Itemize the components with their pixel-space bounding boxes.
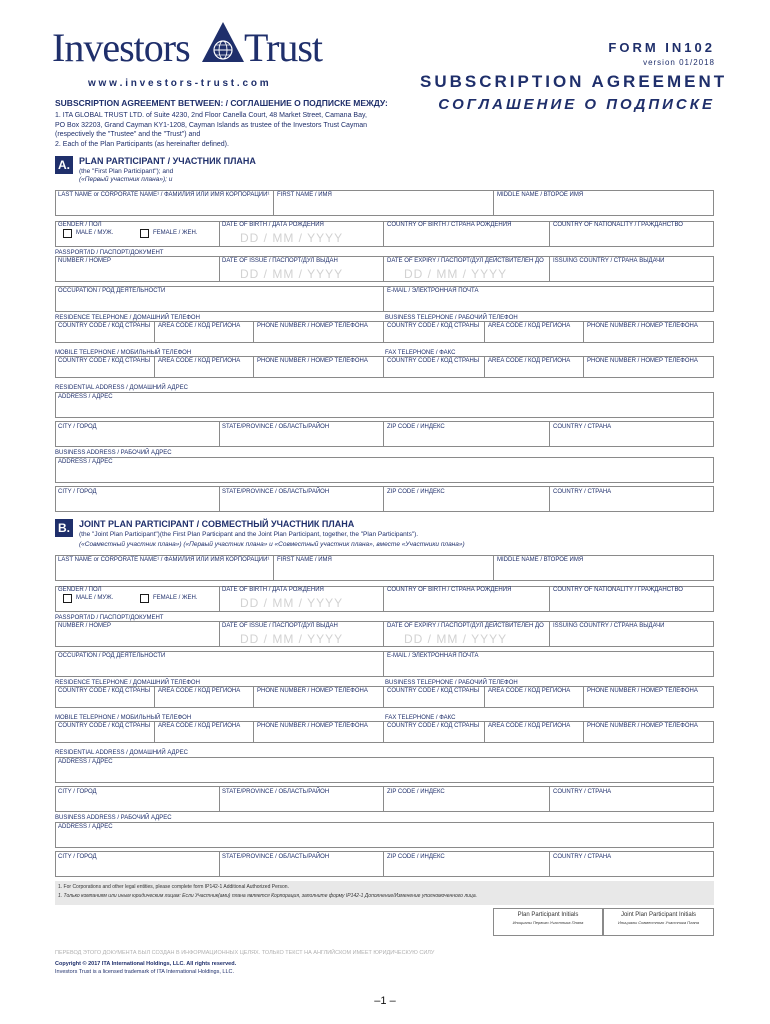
dob-label: DATE OF BIRTH / ДАТА РОЖДЕНИЯ bbox=[222, 587, 324, 593]
business-address-heading: BUSINESS ADDRESS / РАБОЧИЙ АДРЕС bbox=[55, 815, 172, 821]
country-code-label: COUNTRY CODE / КОД СТРАНЫ bbox=[387, 323, 480, 329]
passport-number-label: NUMBER / НОМЕР bbox=[58, 258, 112, 264]
city-label: CITY / ГОРОД bbox=[58, 424, 97, 430]
dob-label: DATE OF BIRTH / ДАТА РОЖДЕНИЯ bbox=[222, 222, 324, 228]
field-divider bbox=[219, 786, 220, 812]
fax-heading: FAX TELEPHONE / ФАКС bbox=[385, 350, 456, 356]
dob-placeholder: DD / MM / YYYY bbox=[240, 596, 344, 610]
phone-number-label: PHONE NUMBER / НОМЕР ТЕЛЕФОНА bbox=[587, 358, 698, 364]
field-divider bbox=[383, 786, 384, 812]
logo-text-right: Trust bbox=[244, 25, 323, 70]
field-divider bbox=[219, 221, 220, 247]
field-divider bbox=[383, 586, 384, 612]
country-label: COUNTRY / СТРАНА bbox=[553, 789, 612, 795]
country-code-label: COUNTRY CODE / КОД СТРАНЫ bbox=[58, 358, 151, 364]
zip-label: ZIP CODE / ИНДЕКС bbox=[387, 489, 445, 495]
globe-triangle-icon bbox=[200, 20, 246, 64]
field-divider bbox=[383, 421, 384, 447]
field-divider bbox=[583, 721, 584, 743]
field-divider bbox=[549, 256, 550, 282]
form-number: FORM IN102 bbox=[608, 40, 715, 55]
field-divider bbox=[219, 586, 220, 612]
mobile-phone-heading: MOBILE TELEPHONE / МОБИЛЬНЫЙ ТЕЛЕФОН bbox=[55, 715, 192, 721]
trademark: Investors Trust is a licensed trademark of ITA International Holdings, LLC. bbox=[55, 969, 235, 975]
field-divider bbox=[253, 686, 254, 708]
area-code-label: AREA CODE / КОД РЕГИОНА bbox=[158, 358, 241, 364]
field-divider bbox=[383, 286, 384, 312]
joint-participant-initials-box[interactable] bbox=[603, 908, 714, 936]
occupation-label: OCCUPATION / РОД ДЕЯТЕЛЬНОСТИ bbox=[58, 288, 166, 294]
address-label: ADDRESS / АДРЕС bbox=[58, 824, 113, 830]
male-label: MALE / МУЖ. bbox=[76, 595, 114, 601]
footnote-en: 1. For Corporations and other legal entities, please complete form IP142-1 Additional Authorized Person. bbox=[58, 884, 289, 890]
field-divider bbox=[383, 256, 384, 282]
field-divider bbox=[219, 486, 220, 512]
field-divider bbox=[154, 321, 155, 343]
field-divider bbox=[383, 721, 384, 743]
field-divider bbox=[383, 621, 384, 647]
field-divider bbox=[219, 621, 220, 647]
residential-address-heading: RESIDENTIAL ADDRESS / ДОМАШНИЙ АДРЕС bbox=[55, 750, 188, 756]
phone-number-label: PHONE NUMBER / НОМЕР ТЕЛЕФОНА bbox=[587, 688, 698, 694]
residential-address-box[interactable] bbox=[55, 392, 714, 418]
field-divider bbox=[383, 321, 384, 343]
business-address-box[interactable] bbox=[55, 457, 714, 483]
area-code-label: AREA CODE / КОД РЕГИОНА bbox=[158, 688, 241, 694]
occupation-label: OCCUPATION / РОД ДЕЯТЕЛЬНОСТИ bbox=[58, 653, 166, 659]
business-phone-heading: BUSINESS TELEPHONE / РАБОЧИЙ ТЕЛЕФОН bbox=[385, 315, 518, 321]
country-label: COUNTRY / СТРАНА bbox=[553, 854, 612, 860]
section-b-sub-ru: («Совместный участник плана») («Первый участник плана» и «Совместный участник плана», вместе «Участники плана») bbox=[79, 541, 465, 548]
field-divider bbox=[219, 421, 220, 447]
field-divider bbox=[549, 621, 550, 647]
residence-phone-heading: RESIDENCE TELEPHONE / ДОМАШНИЙ ТЕЛЕФОН bbox=[55, 315, 200, 321]
passport-heading: PASSPORT/ID / ПАСПОРТ/ДОКУМЕНТ bbox=[55, 250, 164, 256]
address-label: ADDRESS / АДРЕС bbox=[58, 459, 113, 465]
intro-line: (respectively the "Trustee" and the "Trust") and bbox=[55, 131, 201, 139]
last-name-label: LAST NAME or CORPORATE NAME¹ / ФАМИЛИЯ ИЛИ ИМЯ КОРПОРАЦИИ¹ bbox=[58, 557, 270, 563]
first-name-label: FIRST NAME / ИМЯ bbox=[277, 192, 332, 198]
city-label: CITY / ГОРОД bbox=[58, 789, 97, 795]
field-divider bbox=[383, 356, 384, 378]
field-divider bbox=[484, 686, 485, 708]
logo-text-left: Investors bbox=[52, 25, 190, 70]
country-code-label: COUNTRY CODE / КОД СТРАНЫ bbox=[58, 688, 151, 694]
area-code-label: AREA CODE / КОД РЕГИОНА bbox=[488, 688, 571, 694]
state-label: STATE/PROVINCE / ОБЛАСТЬ/РАЙОН bbox=[222, 789, 330, 795]
field-divider bbox=[549, 786, 550, 812]
gender-label: GENDER / ПОЛ bbox=[58, 222, 102, 228]
field-divider bbox=[549, 486, 550, 512]
residential-city-row-box[interactable] bbox=[55, 421, 714, 447]
male-checkbox[interactable] bbox=[63, 229, 72, 238]
intro-block bbox=[55, 111, 367, 149]
phone-number-label: PHONE NUMBER / НОМЕР ТЕЛЕФОНА bbox=[257, 358, 368, 364]
field-divider bbox=[484, 321, 485, 343]
phone-number-label: PHONE NUMBER / НОМЕР ТЕЛЕФОНА bbox=[257, 323, 368, 329]
issue-date-placeholder: DD / MM / YYYY bbox=[240, 267, 344, 281]
logo bbox=[52, 18, 342, 78]
section-a-title: PLAN PARTICIPANT / УЧАСТНИК ПЛАНА bbox=[79, 156, 256, 166]
field-divider bbox=[383, 851, 384, 877]
zip-label: ZIP CODE / ИНДЕКС bbox=[387, 854, 445, 860]
field-divider bbox=[493, 555, 494, 581]
field-divider bbox=[253, 356, 254, 378]
country-of-birth-label: COUNTRY OF BIRTH / СТРАНА РОЖДЕНИЯ bbox=[387, 587, 512, 593]
expiry-date-placeholder: DD / MM / YYYY bbox=[404, 632, 508, 646]
business-phone-heading: BUSINESS TELEPHONE / РАБОЧИЙ ТЕЛЕФОН bbox=[385, 680, 518, 686]
female-checkbox[interactable] bbox=[140, 229, 149, 238]
male-checkbox[interactable] bbox=[63, 594, 72, 603]
residential-address-box[interactable] bbox=[55, 757, 714, 783]
residential-address-heading: RESIDENTIAL ADDRESS / ДОМАШНИЙ АДРЕС bbox=[55, 385, 188, 391]
phone-number-label: PHONE NUMBER / НОМЕР ТЕЛЕФОНА bbox=[257, 723, 368, 729]
business-address-box[interactable] bbox=[55, 822, 714, 848]
website: w w w . i n v e s t o r s - t r u s t . c o m bbox=[88, 78, 269, 89]
title-ru: СОГЛАШЕНИЕ О ПОДПИСКЕ bbox=[438, 96, 715, 113]
first-name-label: FIRST NAME / ИМЯ bbox=[277, 557, 332, 563]
country-code-label: COUNTRY CODE / КОД СТРАНЫ bbox=[58, 323, 151, 329]
intro-heading: SUBSCRIPTION AGREEMENT BETWEEN: / СОГЛАШЕНИЕ О ПОДПИСКЕ МЕЖДУ: bbox=[55, 98, 388, 108]
section-b-sub-en: (the "Joint Plan Participant")(the First Plan Participant and the Joint Plan Participant, together, the "Plan Participants"). bbox=[79, 531, 419, 538]
intro-line: 1. ITA GLOBAL TRUST LTD. of Suite 4230, 2nd Floor Canella Court, 48 Market Street, Camana Bay, bbox=[55, 112, 367, 119]
initials-label-ru: Инициалы Первого Участника Плана bbox=[512, 920, 584, 925]
nationality-label: COUNTRY OF NATIONALITY / ГРАЖДАНСТВО bbox=[553, 587, 683, 593]
zip-label: ZIP CODE / ИНДЕКС bbox=[387, 424, 445, 430]
plan-participant-initials-box[interactable] bbox=[493, 908, 603, 936]
field-divider bbox=[583, 356, 584, 378]
passport-number-label: NUMBER / НОМЕР bbox=[58, 623, 112, 629]
field-divider bbox=[154, 356, 155, 378]
male-label: MALE / МУЖ. bbox=[76, 230, 114, 236]
footnote-ru: 1. Только компаниям или иным юридическим лицам: Если Участник(ами) плана является Корпорация, заполните форму IP142-1 Дополнение/Изменение уполномоченного лица. bbox=[58, 893, 478, 899]
field-divider bbox=[383, 221, 384, 247]
residential-city-row-box[interactable] bbox=[55, 786, 714, 812]
phone-number-label: PHONE NUMBER / НОМЕР ТЕЛЕФОНА bbox=[257, 688, 368, 694]
field-divider bbox=[383, 651, 384, 677]
business-address-heading: BUSINESS ADDRESS / РАБОЧИЙ АДРЕС bbox=[55, 450, 172, 456]
translation-notice: ПЕРЕВОД ЭТОГО ДОКУМЕНТА БЫЛ СОЗДАН В ИНФОРМАЦИОННЫХ ЦЕЛЯХ. ТОЛЬКО ТЕКСТ НА АНГЛИЙСКОМ ИМЕЕТ ЮРИДИЧЕСКУЮ СИЛУ bbox=[55, 950, 435, 956]
state-label: STATE/PROVINCE / ОБЛАСТЬ/РАЙОН bbox=[222, 489, 330, 495]
intro-line: 2. Each of the Plan Participants (as hereinafter defined). bbox=[55, 140, 229, 148]
area-code-label: AREA CODE / КОД РЕГИОНА bbox=[158, 723, 241, 729]
country-of-birth-label: COUNTRY OF BIRTH / СТРАНА РОЖДЕНИЯ bbox=[387, 222, 512, 228]
issuing-country-label: ISSUING COUNTRY / СТРАНА ВЫДАЧИ bbox=[553, 258, 665, 264]
field-divider bbox=[484, 721, 485, 743]
phone-number-label: PHONE NUMBER / НОМЕР ТЕЛЕФОНА bbox=[587, 723, 698, 729]
expiry-date-label: DATE OF EXPIRY / ПАСПОРТ/ДУЛ ДЕЙСТВИТЕЛЕН ДО bbox=[387, 258, 544, 264]
gender-label: GENDER / ПОЛ bbox=[58, 587, 102, 593]
female-checkbox[interactable] bbox=[140, 594, 149, 603]
last-name-label: LAST NAME or CORPORATE NAME¹ / ФАМИЛИЯ ИЛИ ИМЯ КОРПОРАЦИИ¹ bbox=[58, 192, 270, 198]
area-code-label: AREA CODE / КОД РЕГИОНА bbox=[488, 723, 571, 729]
field-divider bbox=[549, 221, 550, 247]
address-label: ADDRESS / АДРЕС bbox=[58, 394, 113, 400]
initials-label: Plan Participant Initials bbox=[517, 912, 579, 918]
field-divider bbox=[583, 321, 584, 343]
field-divider bbox=[383, 686, 384, 708]
area-code-label: AREA CODE / КОД РЕГИОНА bbox=[488, 323, 571, 329]
expiry-date-placeholder: DD / MM / YYYY bbox=[404, 267, 508, 281]
field-divider bbox=[154, 686, 155, 708]
field-divider bbox=[549, 851, 550, 877]
state-label: STATE/PROVINCE / ОБЛАСТЬ/РАЙОН bbox=[222, 424, 330, 430]
issue-date-placeholder: DD / MM / YYYY bbox=[240, 632, 344, 646]
country-label: COUNTRY / СТРАНА bbox=[553, 424, 612, 430]
field-divider bbox=[549, 586, 550, 612]
copyright: Copyright © 2017 ITA International Holdings, LLC. All rights reserved. bbox=[55, 961, 237, 967]
issue-date-label: DATE OF ISSUE / ПАСПОРТ/ДУЛ ВЫДАН bbox=[222, 623, 338, 629]
fax-heading: FAX TELEPHONE / ФАКС bbox=[385, 715, 456, 721]
nationality-label: COUNTRY OF NATIONALITY / ГРАЖДАНСТВО bbox=[553, 222, 683, 228]
country-code-label: COUNTRY CODE / КОД СТРАНЫ bbox=[387, 688, 480, 694]
field-divider bbox=[253, 721, 254, 743]
section-b-title: JOINT PLAN PARTICIPANT / СОВМЕСТНЫЙ УЧАСТНИК ПЛАНА bbox=[79, 519, 355, 529]
field-divider bbox=[219, 256, 220, 282]
field-divider bbox=[484, 356, 485, 378]
business-city-row-box[interactable] bbox=[55, 486, 714, 512]
dob-placeholder: DD / MM / YYYY bbox=[240, 231, 344, 245]
area-code-label: AREA CODE / КОД РЕГИОНА bbox=[158, 323, 241, 329]
section-b-badge: B. bbox=[55, 519, 73, 537]
field-divider bbox=[583, 686, 584, 708]
country-code-label: COUNTRY CODE / КОД СТРАНЫ bbox=[387, 723, 480, 729]
form-version: version 01/2018 bbox=[643, 58, 715, 67]
passport-heading: PASSPORT/ID / ПАСПОРТ/ДОКУМЕНТ bbox=[55, 615, 164, 621]
field-divider bbox=[273, 190, 274, 216]
issuing-country-label: ISSUING COUNTRY / СТРАНА ВЫДАЧИ bbox=[553, 623, 665, 629]
section-a-sub-en: (the "First Plan Participant"); and bbox=[79, 168, 174, 175]
field-divider bbox=[253, 321, 254, 343]
state-label: STATE/PROVINCE / ОБЛАСТЬ/РАЙОН bbox=[222, 854, 330, 860]
middle-name-label: MIDDLE NAME / ВТОРОЕ ИМЯ bbox=[497, 557, 584, 563]
female-label: FEMALE / ЖЕН. bbox=[153, 230, 198, 236]
area-code-label: AREA CODE / КОД РЕГИОНА bbox=[488, 358, 571, 364]
female-label: FEMALE / ЖЕН. bbox=[153, 595, 198, 601]
issue-date-label: DATE OF ISSUE / ПАСПОРТ/ДУЛ ВЫДАН bbox=[222, 258, 338, 264]
initials-label-ru: Инициалы Совместного Участника Плана bbox=[618, 920, 699, 925]
country-code-label: COUNTRY CODE / КОД СТРАНЫ bbox=[58, 723, 151, 729]
residence-phone-heading: RESIDENCE TELEPHONE / ДОМАШНИЙ ТЕЛЕФОН bbox=[55, 680, 200, 686]
section-a-badge: A. bbox=[55, 156, 73, 174]
page-number: –1 – bbox=[374, 995, 396, 1007]
expiry-date-label: DATE OF EXPIRY / ПАСПОРТ/ДУЛ ДЕЙСТВИТЕЛЕН ДО bbox=[387, 623, 544, 629]
phone-number-label: PHONE NUMBER / НОМЕР ТЕЛЕФОНА bbox=[587, 323, 698, 329]
field-divider bbox=[549, 421, 550, 447]
mobile-phone-heading: MOBILE TELEPHONE / МОБИЛЬНЫЙ ТЕЛЕФОН bbox=[55, 350, 192, 356]
zip-label: ZIP CODE / ИНДЕКС bbox=[387, 789, 445, 795]
city-label: CITY / ГОРОД bbox=[58, 489, 97, 495]
middle-name-label: MIDDLE NAME / ВТОРОЕ ИМЯ bbox=[497, 192, 584, 198]
field-divider bbox=[154, 721, 155, 743]
field-divider bbox=[219, 851, 220, 877]
title-en: SUBSCRIPTION AGREEMENT bbox=[420, 72, 728, 91]
intro-line: PO Box 32203, Grand Cayman KY1-1208, Cayman Islands as trustee of the Investors Trust Cayman bbox=[55, 121, 368, 129]
field-divider bbox=[493, 190, 494, 216]
field-divider bbox=[273, 555, 274, 581]
city-label: CITY / ГОРОД bbox=[58, 854, 97, 860]
field-divider bbox=[383, 486, 384, 512]
country-code-label: COUNTRY CODE / КОД СТРАНЫ bbox=[387, 358, 480, 364]
section-a-sub-ru: («Первый участник плана»); и bbox=[79, 176, 173, 183]
country-label: COUNTRY / СТРАНА bbox=[553, 489, 612, 495]
business-city-row-box[interactable] bbox=[55, 851, 714, 877]
email-label: E-MAIL / ЭЛЕКТРОННАЯ ПОЧТА bbox=[387, 653, 479, 659]
initials-label: Joint Plan Participant Initials bbox=[620, 912, 697, 918]
email-label: E-MAIL / ЭЛЕКТРОННАЯ ПОЧТА bbox=[387, 288, 479, 294]
address-label: ADDRESS / АДРЕС bbox=[58, 759, 113, 765]
